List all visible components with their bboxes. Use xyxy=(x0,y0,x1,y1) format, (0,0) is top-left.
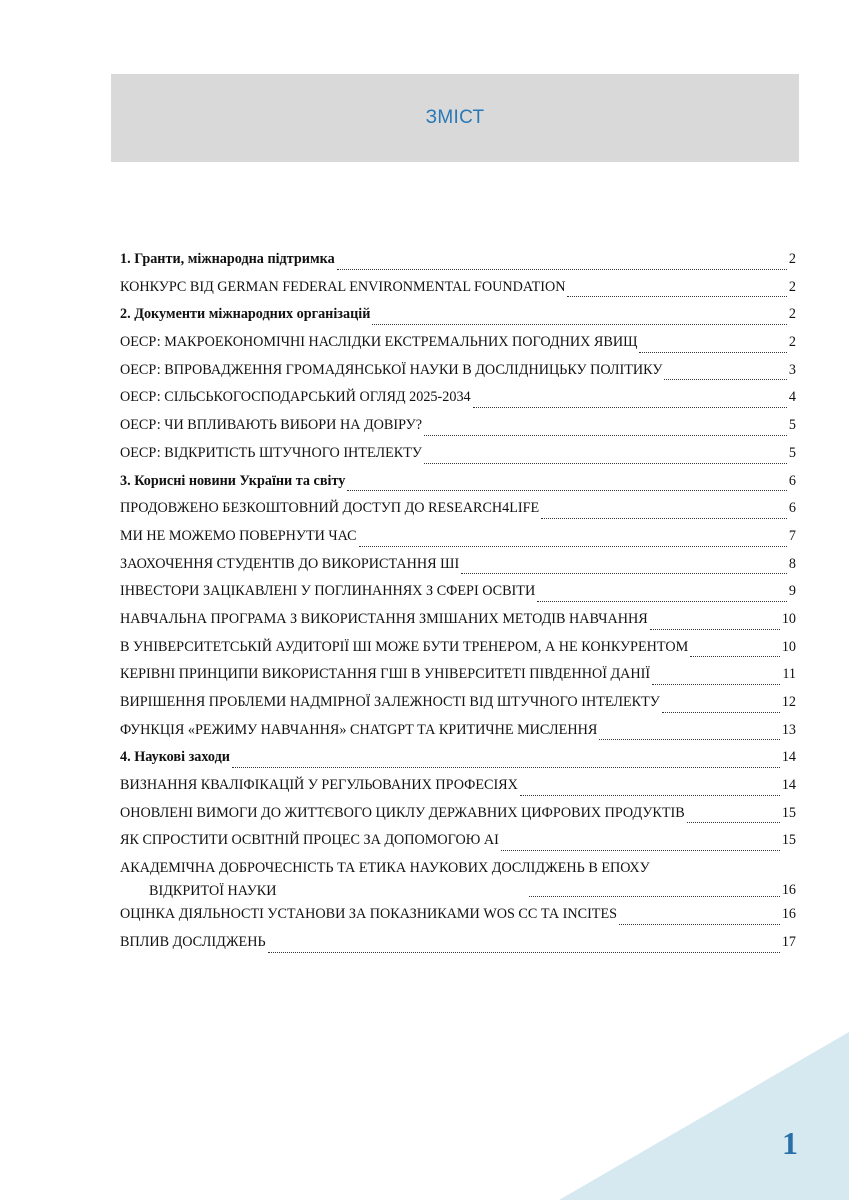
toc-dot-leader xyxy=(520,795,780,796)
toc-page-number: 17 xyxy=(781,933,796,950)
toc-dot-leader xyxy=(619,924,780,925)
toc-section-title: 1. Гранти, міжнародна підтримка xyxy=(120,251,335,267)
toc-dot-leader xyxy=(567,296,786,297)
toc-entry[interactable] xyxy=(120,357,796,385)
toc-dot-leader xyxy=(424,435,787,436)
toc-entry[interactable] xyxy=(120,800,796,828)
toc-page-number: 5 xyxy=(788,417,796,434)
toc-entry-title: ОЕСР: МАКРОЕКОНОМІЧНІ НАСЛІДКИ ЕКСТРЕМАЛЬНИХ ПОГОДНИХ ЯВИЩ xyxy=(120,334,638,351)
toc-entry-title: ФУНКЦІЯ «РЕЖИМУ НАВЧАННЯ» CHATGPT ТА КРИТИЧНЕ МИСЛЕННЯ xyxy=(120,721,598,738)
toc-dot-leader xyxy=(529,896,780,897)
toc-entry[interactable] xyxy=(120,440,796,468)
toc-section-heading[interactable] xyxy=(120,246,796,274)
toc-entry-title: КЕРІВНІ ПРИНЦИПИ ВИКОРИСТАННЯ ГШІ В УНІВЕРСИТЕТІ ПІВДЕННОЇ ДАНІЇ xyxy=(120,666,651,683)
toc-entry[interactable] xyxy=(120,689,796,717)
toc-page-number: 14 xyxy=(781,777,796,794)
toc-entry-title: ОЕСР: ВПРОВАДЖЕННЯ ГРОМАДЯНСЬКОЇ НАУКИ В ДОСЛІДНИЦЬКУ ПОЛІТИКУ xyxy=(120,361,663,378)
toc-entry[interactable] xyxy=(120,827,796,855)
toc-dot-leader xyxy=(690,656,780,657)
toc-entry-title: ОНОВЛЕНІ ВИМОГИ ДО ЖИТТЄВОГО ЦИКЛУ ДЕРЖАВНИХ ЦИФРОВИХ ПРОДУКТІВ xyxy=(120,804,685,821)
page-number: 1 xyxy=(782,1125,798,1161)
toc-entry-title-continued: ВІДКРИТОЇ НАУКИ xyxy=(149,883,277,900)
corner-decoration xyxy=(559,1032,849,1200)
toc-entry-title: ОЦІНКА ДІЯЛЬНОСТІ УСТАНОВИ ЗА ПОКАЗНИКАМИ WOS CC ТА INCITES xyxy=(120,906,618,923)
toc-section-title: 4. Наукові заходи xyxy=(120,749,230,766)
toc-page-number: 9 xyxy=(788,583,796,600)
toc-entry[interactable] xyxy=(120,901,796,929)
toc-section-title: 2. Документи міжнародних організацій xyxy=(120,306,371,323)
toc-entry[interactable] xyxy=(120,661,796,689)
toc-entry[interactable] xyxy=(120,329,796,357)
toc-dot-leader xyxy=(473,407,787,408)
toc-entry-title: АКАДЕМІЧНА ДОБРОЧЕСНІСТЬ ТА ЕТИКА НАУКОВИХ ДОСЛІДЖЕНЬ В ЕПОХУ xyxy=(120,860,650,877)
toc-entry[interactable] xyxy=(120,578,796,606)
toc-entry[interactable] xyxy=(120,551,796,579)
toc-entry[interactable] xyxy=(120,384,796,412)
toc-dot-leader xyxy=(662,712,780,713)
toc-page-number: 4 xyxy=(788,389,796,406)
toc-page-number: 6 xyxy=(788,500,796,517)
toc-page-number: 8 xyxy=(788,555,796,572)
toc-section-heading[interactable] xyxy=(120,468,796,496)
toc-page-number: 7 xyxy=(788,527,796,544)
toc-dot-leader xyxy=(359,546,787,547)
toc-dot-leader xyxy=(347,490,787,491)
toc-dot-leader xyxy=(652,684,780,685)
toc-page-number: 6 xyxy=(788,472,796,489)
toc-entry[interactable] xyxy=(120,523,796,551)
toc-entry[interactable] xyxy=(120,412,796,440)
toc-entry[interactable] xyxy=(120,929,796,957)
toc-entry-title: ВИЗНАННЯ КВАЛІФІКАЦІЙ У РЕГУЛЬОВАНИХ ПРОФЕСІЯХ xyxy=(120,777,518,794)
toc-page-number: 10 xyxy=(781,610,796,627)
toc-entry-title: ІНВЕСТОРИ ЗАЦІКАВЛЕНІ У ПОГЛИНАННЯХ З СФЕРІ ОСВІТИ xyxy=(120,583,536,600)
toc-page-number: 15 xyxy=(781,804,796,821)
toc-dot-leader xyxy=(268,952,780,953)
toc-entry[interactable] xyxy=(120,606,796,634)
toc-page-number: 14 xyxy=(781,749,796,766)
toc-page-number: 11 xyxy=(782,666,796,683)
toc-page-number: 10 xyxy=(781,638,796,655)
toc-page-number: 2 xyxy=(788,251,796,267)
toc-entry-title: ОЕСР: ВІДКРИТІСТЬ ШТУЧНОГО ІНТЕЛЕКТУ xyxy=(120,444,422,461)
toc-entry-title: ВИРІШЕННЯ ПРОБЛЕМИ НАДМІРНОЇ ЗАЛЕЖНОСТІ ВІД ШТУЧНОГО ІНТЕЛЕКТУ xyxy=(120,694,660,710)
toc-page-number: 2 xyxy=(788,278,796,295)
toc-dot-leader xyxy=(424,463,787,464)
toc-section-title: 3. Корисні новини України та світу xyxy=(120,472,346,489)
toc-page-number: 15 xyxy=(781,832,796,849)
toc-page-number: 12 xyxy=(781,694,796,710)
toc-page-number: 5 xyxy=(788,444,796,461)
toc-dot-leader xyxy=(687,822,780,823)
toc-entry-title: ОЕСР: СІЛЬСЬКОГОСПОДАРСЬКИЙ ОГЛЯД 2025-2034 xyxy=(120,389,471,406)
toc-page-number: 16 xyxy=(781,906,796,923)
toc-entry-title: ЯК СПРОСТИТИ ОСВІТНІЙ ПРОЦЕС ЗА ДОПОМОГОЮ AI xyxy=(120,832,499,849)
toc-dot-leader xyxy=(639,352,787,353)
toc-dot-leader xyxy=(650,629,780,630)
toc-entry-title: КОНКУРС ВІД GERMAN FEDERAL ENVIRONMENTAL FOUNDATION xyxy=(120,278,566,295)
toc-entry[interactable] xyxy=(120,717,796,745)
toc-entry[interactable] xyxy=(120,855,796,901)
toc-page-number: 2 xyxy=(788,334,796,351)
toc-entry[interactable] xyxy=(120,634,796,662)
toc-entry-title: ЗАОХОЧЕННЯ СТУДЕНТІВ ДО ВИКОРИСТАННЯ ШІ xyxy=(120,555,460,572)
toc-entry[interactable] xyxy=(120,495,796,523)
toc-dot-leader xyxy=(232,767,780,768)
toc-dot-leader xyxy=(372,324,787,325)
toc-entry-title: В УНІВЕРСИТЕТСЬКІЙ АУДИТОРІЇ ШІ МОЖЕ БУТИ ТРЕНЕРОМ, А НЕ КОНКУРЕНТОМ xyxy=(120,638,689,655)
toc-page-number: 3 xyxy=(788,361,796,378)
toc-page-number: 13 xyxy=(781,721,796,738)
toc-entry-title: НАВЧАЛЬНА ПРОГРАМА З ВИКОРИСТАННЯ ЗМІШАНИХ МЕТОДІВ НАВЧАННЯ xyxy=(120,610,648,627)
toc-entry-title: ПРОДОВЖЕНО БЕЗКОШТОВНИЙ ДОСТУП ДО RESEARCH4LIFE xyxy=(120,500,540,517)
toc-dot-leader xyxy=(599,739,780,740)
toc-entry-title: ОЕСР: ЧИ ВПЛИВАЮТЬ ВИБОРИ НА ДОВІРУ? xyxy=(120,417,422,434)
toc-dot-leader xyxy=(461,573,787,574)
toc-section-heading[interactable] xyxy=(120,744,796,772)
toc-entry-title: ВПЛИВ ДОСЛІДЖЕНЬ xyxy=(120,933,266,950)
toc-entry[interactable] xyxy=(120,772,796,800)
toc-dot-leader xyxy=(664,379,787,380)
toc-page-number: 2 xyxy=(788,306,796,323)
toc-header-band xyxy=(111,74,799,162)
toc-section-heading[interactable] xyxy=(120,301,796,329)
toc-dot-leader xyxy=(537,601,787,602)
toc-dot-leader xyxy=(337,269,787,270)
toc-dot-leader xyxy=(541,518,787,519)
table-of-contents xyxy=(120,246,796,957)
toc-entry[interactable] xyxy=(120,274,796,302)
toc-entry-title: МИ НЕ МОЖЕМО ПОВЕРНУТИ ЧАС xyxy=(120,527,357,544)
toc-page-number: 16 xyxy=(781,882,796,899)
toc-dot-leader xyxy=(501,850,780,851)
toc-heading: ЗМІСТ xyxy=(425,107,485,128)
